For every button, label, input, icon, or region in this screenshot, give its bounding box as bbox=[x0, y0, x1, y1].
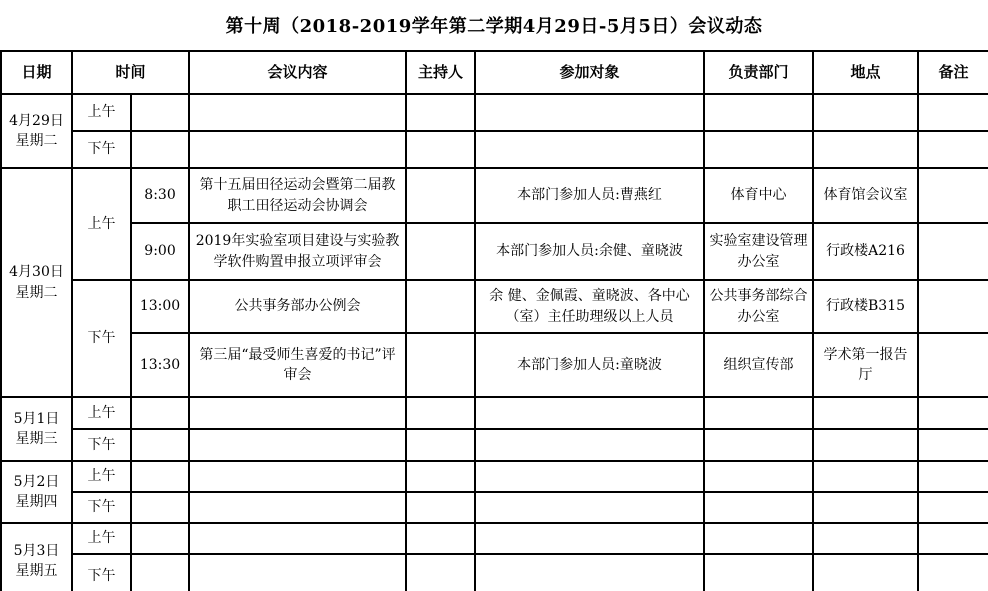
table-row bbox=[1, 94, 988, 131]
notes-cell bbox=[918, 280, 988, 333]
table-row bbox=[1, 397, 988, 429]
participants-cell bbox=[475, 461, 704, 492]
host-cell bbox=[406, 554, 475, 591]
table-row bbox=[1, 554, 988, 591]
meeting-content-cell: 公共事务部办公例会 bbox=[189, 280, 406, 333]
participants-cell bbox=[475, 554, 704, 591]
col-header-notes: 备注 bbox=[918, 51, 988, 94]
date-cell bbox=[1, 461, 72, 523]
location-cell bbox=[813, 94, 918, 131]
meeting-content-cell bbox=[189, 397, 406, 429]
host-cell bbox=[406, 223, 475, 280]
host-cell bbox=[406, 333, 475, 397]
date-text: 4月30日 bbox=[9, 264, 64, 281]
meeting-content-cell bbox=[189, 492, 406, 523]
location-cell bbox=[813, 131, 918, 168]
notes-cell bbox=[918, 554, 988, 591]
time-cell bbox=[131, 94, 189, 131]
weekday-text: 星期二 bbox=[15, 284, 58, 301]
meeting-content-cell: 第十五届田径运动会暨第二届教职工田径运动会协调会 bbox=[189, 168, 406, 223]
title-bar bbox=[0, 0, 988, 50]
period-cell: 下午 bbox=[72, 131, 131, 168]
notes-cell bbox=[918, 461, 988, 492]
weekday-text: 星期四 bbox=[15, 494, 58, 510]
meeting-content-cell bbox=[189, 94, 406, 131]
date-text: 5月2日 bbox=[13, 473, 60, 490]
time-cell: 13:00 bbox=[131, 280, 189, 333]
notes-cell bbox=[918, 492, 988, 523]
table-row bbox=[1, 223, 988, 280]
date-text: 4月29日 bbox=[9, 112, 64, 129]
participants-cell: 本部门参加人员:童晓波 bbox=[475, 333, 704, 397]
host-cell bbox=[406, 131, 475, 168]
time-cell bbox=[131, 429, 189, 461]
participants-cell bbox=[475, 397, 704, 429]
participants-cell: 余 健、金佩霞、童晓波、各中心（室）主任助理级以上人员 bbox=[475, 280, 704, 333]
table-row bbox=[1, 492, 988, 523]
location-cell bbox=[813, 461, 918, 492]
meeting-schedule-table bbox=[0, 50, 988, 591]
host-cell bbox=[406, 168, 475, 223]
period-cell: 下午 bbox=[72, 492, 131, 523]
period-cell: 下午 bbox=[72, 280, 131, 397]
department-cell bbox=[704, 523, 813, 554]
col-header-host: 主持人 bbox=[406, 51, 475, 94]
meeting-content-cell bbox=[189, 523, 406, 554]
host-cell bbox=[406, 94, 475, 131]
page-title: 第十周（2018-2019学年第二学期4月29日-5月5日）会议动态 bbox=[225, 16, 763, 37]
notes-cell bbox=[918, 429, 988, 461]
meeting-content-cell: 2019年实验室项目建设与实验教学软件购置申报立项评审会 bbox=[189, 223, 406, 280]
col-header-participants: 参加对象 bbox=[475, 51, 704, 94]
location-cell bbox=[813, 429, 918, 461]
host-cell bbox=[406, 280, 475, 333]
table-row bbox=[1, 461, 988, 492]
date-cell bbox=[1, 397, 72, 461]
notes-cell bbox=[918, 131, 988, 168]
time-cell: 9:00 bbox=[131, 223, 189, 280]
time-cell bbox=[131, 523, 189, 554]
weekday-text: 星期五 bbox=[15, 563, 58, 579]
table-row bbox=[1, 168, 988, 223]
col-header-content: 会议内容 bbox=[189, 51, 406, 94]
location-cell: 行政楼B315 bbox=[813, 280, 918, 333]
date-text: 5月1日 bbox=[13, 410, 60, 427]
period-cell: 上午 bbox=[72, 461, 131, 492]
meeting-content-cell bbox=[189, 131, 406, 168]
time-cell: 13:30 bbox=[131, 333, 189, 397]
location-cell bbox=[813, 523, 918, 554]
host-cell bbox=[406, 397, 475, 429]
date-cell bbox=[1, 523, 72, 591]
notes-cell bbox=[918, 523, 988, 554]
meeting-content-cell bbox=[189, 429, 406, 461]
participants-cell bbox=[475, 523, 704, 554]
meeting-content-cell: 第三届“最受师生喜爱的书记”评审会 bbox=[189, 333, 406, 397]
department-cell bbox=[704, 131, 813, 168]
time-cell bbox=[131, 554, 189, 591]
period-cell: 上午 bbox=[72, 523, 131, 554]
department-cell: 公共事务部综合办公室 bbox=[704, 280, 813, 333]
period-cell: 上午 bbox=[72, 397, 131, 429]
period-cell: 上午 bbox=[72, 168, 131, 280]
participants-cell: 本部门参加人员:余健、童晓波 bbox=[475, 223, 704, 280]
department-cell bbox=[704, 397, 813, 429]
meeting-content-cell bbox=[189, 554, 406, 591]
department-cell bbox=[704, 492, 813, 523]
participants-cell bbox=[475, 429, 704, 461]
location-cell bbox=[813, 397, 918, 429]
location-cell bbox=[813, 492, 918, 523]
department-cell bbox=[704, 461, 813, 492]
meeting-content-cell bbox=[189, 461, 406, 492]
time-cell bbox=[131, 492, 189, 523]
participants-cell bbox=[475, 492, 704, 523]
weekday-text: 星期二 bbox=[15, 133, 58, 149]
col-header-location: 地点 bbox=[813, 51, 918, 94]
col-header-time: 时间 bbox=[72, 51, 189, 94]
participants-cell: 本部门参加人员:曹燕红 bbox=[475, 168, 704, 223]
host-cell bbox=[406, 461, 475, 492]
time-cell bbox=[131, 461, 189, 492]
header-row bbox=[1, 51, 988, 94]
location-cell: 行政楼A216 bbox=[813, 223, 918, 280]
col-header-department: 负责部门 bbox=[704, 51, 813, 94]
time-cell: 8:30 bbox=[131, 168, 189, 223]
date-text: 5月3日 bbox=[13, 542, 60, 559]
location-cell: 学术第一报告厅 bbox=[813, 333, 918, 397]
period-cell: 上午 bbox=[72, 94, 131, 131]
department-cell: 组织宣传部 bbox=[704, 333, 813, 397]
location-cell bbox=[813, 554, 918, 591]
notes-cell bbox=[918, 94, 988, 131]
weekday-text: 星期三 bbox=[15, 431, 58, 447]
date-cell bbox=[1, 94, 72, 168]
location-cell: 体育馆会议室 bbox=[813, 168, 918, 223]
notes-cell bbox=[918, 223, 988, 280]
department-cell bbox=[704, 554, 813, 591]
period-cell: 下午 bbox=[72, 429, 131, 461]
host-cell bbox=[406, 523, 475, 554]
table-row bbox=[1, 131, 988, 168]
notes-cell bbox=[918, 333, 988, 397]
time-cell bbox=[131, 131, 189, 168]
participants-cell bbox=[475, 131, 704, 168]
table-row bbox=[1, 280, 988, 333]
period-cell: 下午 bbox=[72, 554, 131, 591]
notes-cell bbox=[918, 397, 988, 429]
host-cell bbox=[406, 492, 475, 523]
host-cell bbox=[406, 429, 475, 461]
table-row bbox=[1, 429, 988, 461]
time-cell bbox=[131, 397, 189, 429]
participants-cell bbox=[475, 94, 704, 131]
department-cell: 实验室建设管理办公室 bbox=[704, 223, 813, 280]
department-cell: 体育中心 bbox=[704, 168, 813, 223]
table-row bbox=[1, 333, 988, 397]
notes-cell bbox=[918, 168, 988, 223]
table-row bbox=[1, 523, 988, 554]
col-header-date: 日期 bbox=[1, 51, 72, 94]
date-cell bbox=[1, 168, 72, 397]
department-cell bbox=[704, 94, 813, 131]
department-cell bbox=[704, 429, 813, 461]
